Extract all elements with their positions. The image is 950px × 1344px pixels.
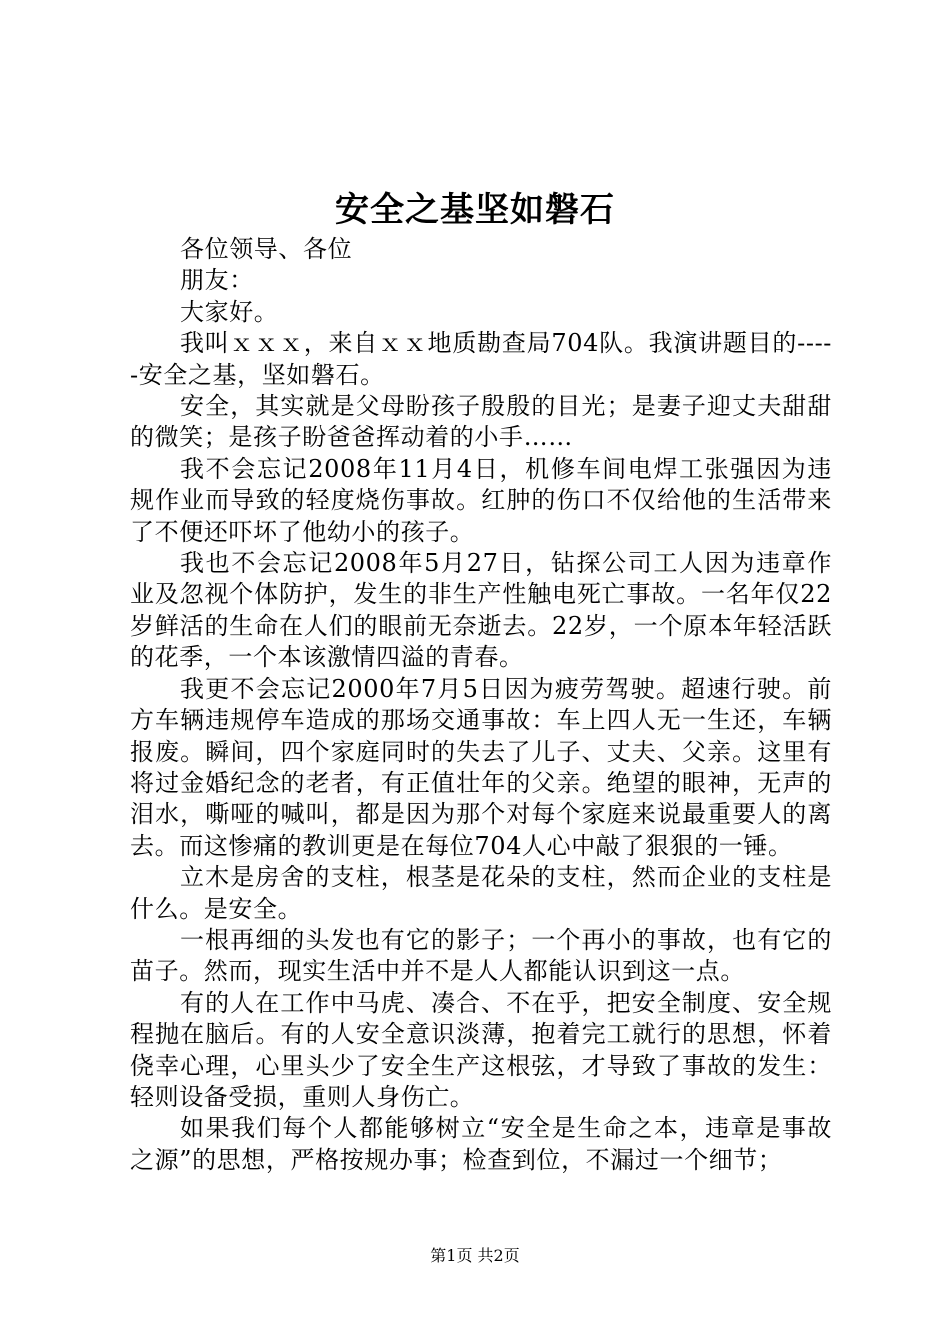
paragraph: 有的人在工作中马虎、凑合、不在乎，把安全制度、安全规程抛在脑后。有的人安全意识淡薄，抱着完工就行的思想，怀着侥幸心理，心里头少了安全生产这根弦，才导致了事故的发生：轻则设备受损，重则人身伤亡。 (130, 988, 832, 1111)
paragraph: 我叫ｘｘｘ，来自ｘｘ地质勘查局704队。我演讲题目的-----安全之基，坚如磐石。 (130, 329, 832, 389)
greeting-line: 大家好。 (180, 297, 279, 326)
greeting-line: 各位领导、各位 (180, 235, 353, 263)
paragraph: 我也不会忘记2008年5月27日，钻探公司工人因为违章作业及忽视个体防护，发生的非生产性触电死亡事故。一名年仅22岁鲜活的生命在人们的眼前无奈逝去。22岁，一个原本年轻活跃的花季，一个本该激情四溢的青春。 (130, 549, 832, 672)
document-body (130, 234, 832, 1176)
document-title: 安全之基坚如磐石 (335, 190, 615, 230)
page-footer: 第1页 共2页 (430, 1246, 520, 1265)
paragraph: 一根再细的头发也有它的影子；一个再小的事故，也有它的苗子。然而，现实生活中并不是人人都能认识到这一点。 (130, 925, 832, 986)
paragraph: 立木是房舍的支柱，根茎是花朵的支柱，然而企业的支柱是什么。是安全。 (130, 863, 832, 923)
paragraph: 如果我们每个人都能够树立“安全是生命之本，违章是事故之源”的思想，严格按规办事；检查到位，不漏过一个细节； (130, 1114, 832, 1174)
paragraph: 我更不会忘记2000年7月5日因为疲劳驾驶。超速行驶。前方车辆违规停车造成的那场交通事故：车上四人无一生还，车辆报废。瞬间，四个家庭同时的失去了儿子、丈夫、父亲。这里有将过金婚纪念的老者，有正值壮年的父亲。绝望的眼神，无声的泪水，嘶哑的喊叫，都是因为那个对每个家庭来说最重要人的离去。而这惨痛的教训更是在每位704人心中敲了狠狠的一锤。 (130, 674, 832, 860)
greeting-line: 朋友： (180, 266, 254, 295)
paragraph: 我不会忘记2008年11月4日，机修车间电焊工张强因为违规作业而导致的轻度烧伤事故。红肿的伤口不仅给他的生活带来了不便还吓坏了他幼小的孩子。 (130, 454, 832, 546)
paragraph: 安全，其实就是父母盼孩子殷殷的目光；是妻子迎丈夫甜甜的微笑；是孩子盼爸爸挥动着的小手…… (130, 392, 832, 452)
